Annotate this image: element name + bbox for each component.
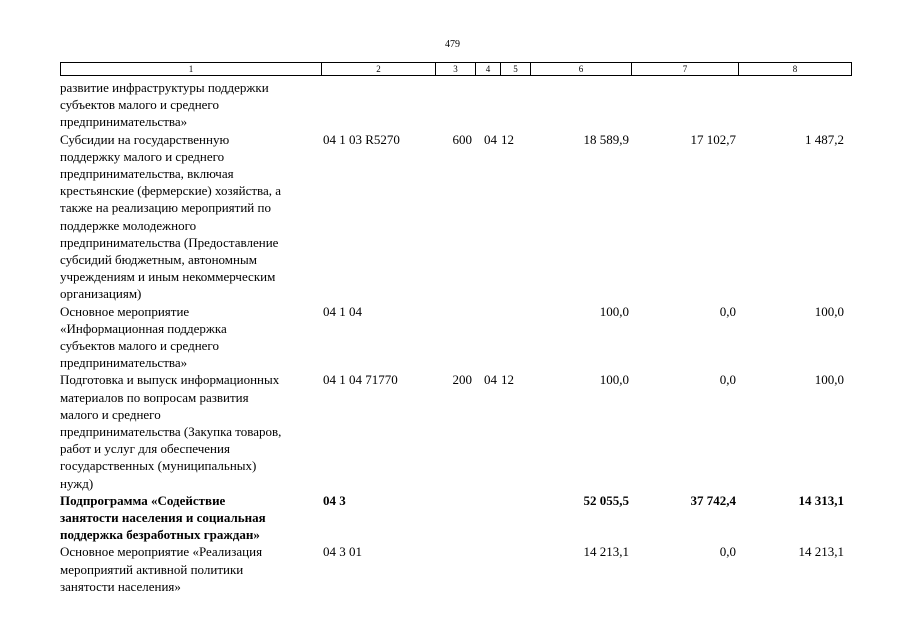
description-line: занятости населения» [60,578,181,594]
description-line: субсидий бюджетным, автономным [60,252,257,268]
description-line: мероприятий активной политики [60,561,244,577]
row-value-col8: 14 213,1 [798,544,844,560]
description-line: Основное мероприятие [60,303,190,319]
row-value-col8: 14 313,1 [798,492,844,508]
description-line: занятости населения и социальная [60,510,266,526]
description-line: нужд) [60,475,94,491]
row-expense-type: 200 [452,372,472,388]
description-line: учреждениям и иным некоммерческим [60,269,276,285]
row-description [60,492,321,544]
row-code: 04 3 [323,492,346,508]
row-total: 18 589,9 [583,131,629,147]
description-line: предпринимательства» [60,355,188,371]
description-line: предпринимательства (Предоставление [60,234,279,250]
row-total: 52 055,5 [583,492,629,508]
description-line: предпринимательства, включая [60,166,234,182]
header-col-8: 8 [792,64,798,74]
row-description [60,371,321,491]
header-col-6: 6 [531,63,632,75]
description-line: поддержку малого и среднего [60,148,225,164]
row-value-col8: 100,0 [814,303,844,319]
table-row [60,79,852,131]
row-section: 04 [484,372,497,388]
row-value-col8: 1 487,2 [805,131,844,147]
header-col-4: 4 [476,63,501,75]
description-line: предпринимательства (Закупка товаров, [60,424,282,440]
description-line: организациям) [60,286,142,302]
table-row [60,543,852,595]
row-description [60,79,321,131]
table-row [60,303,852,372]
row-total: 14 213,1 [583,544,629,560]
description-line: Подготовка и выпуск информационных [60,372,280,388]
description-line: «Информационная поддержка [60,320,227,336]
row-value-col7: 0,0 [719,544,736,560]
description-line: малого и среднего [60,406,161,422]
row-description [60,131,321,303]
row-code: 04 1 03 R5270 [323,131,400,147]
row-description [60,303,321,372]
row-value-col7: 0,0 [719,372,736,388]
description-line: крестьянские (фермерские) хозяйства, а [60,183,282,199]
description-line: Основное мероприятие «Реализация [60,544,263,560]
header-col-2: 2 [322,63,436,75]
row-description [60,543,321,595]
row-expense-type: 600 [452,131,472,147]
row-total: 100,0 [599,372,629,388]
description-line: работ и услуг для обеспечения [60,441,230,457]
row-code: 04 1 04 [323,303,362,319]
row-section: 04 [484,131,497,147]
row-value-col7: 37 742,4 [690,492,736,508]
table-row [60,371,852,491]
row-subsection: 12 [501,372,514,388]
header-col-1: 1 [61,63,322,75]
page-number: 479 [445,39,460,50]
header-col-3: 3 [436,63,476,75]
header-col-5: 5 [501,63,531,75]
row-code: 04 1 04 71770 [323,372,398,388]
description-line: субъектов малого и среднего [60,338,219,354]
description-line: поддержке молодежного [60,217,197,233]
row-code: 04 3 01 [323,544,362,560]
description-line: Подпрограмма «Содействие [60,492,226,508]
header-col-7: 7 [632,63,739,75]
description-line: также на реализацию мероприятий по [60,200,271,216]
row-subsection: 12 [501,131,514,147]
description-line: предпринимательства» [60,114,188,130]
description-line: поддержка безработных граждан» [60,527,260,543]
description-line: материалов по вопросам развития [60,389,249,405]
table-row [60,492,852,544]
row-value-col7: 0,0 [719,303,736,319]
table-row [60,131,852,303]
table-body [60,79,852,595]
description-line: Субсидии на государственную [60,131,230,147]
row-total: 100,0 [599,303,629,319]
row-value-col8: 100,0 [814,372,844,388]
row-value-col7: 17 102,7 [690,131,736,147]
description-line: субъектов малого и среднего [60,97,219,113]
description-line: развитие инфраструктуры поддержки [60,80,269,95]
table-header [60,62,852,76]
description-line: государственных (муниципальных) [60,458,257,474]
